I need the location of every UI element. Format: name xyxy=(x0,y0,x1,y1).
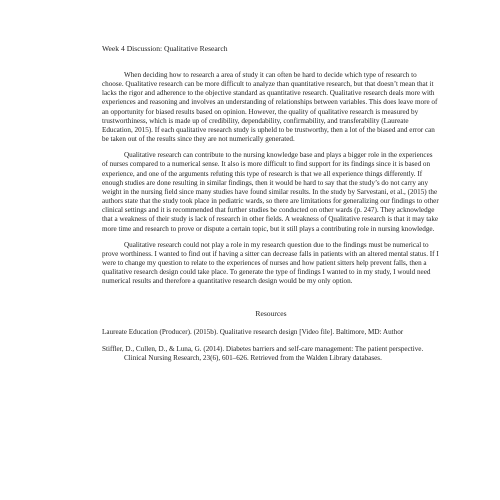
document-title: Week 4 Discussion: Qualitative Research xyxy=(102,44,228,53)
paragraph-1: When deciding how to research a area of study it can often be hard to decide which type of research to choose. Qualitative research can be more difficult to analyze than quantitative research, but that doesn’t mean that it lacks the rigor and adherence to the objective standard as quantitative research. Qualitative research deals more with experiences and reasoning and involves an understanding of relationships between variables. This does leave more of an opportunity for biased results based on opinion. However, the quality of qualitative research is measured by trustworthiness, which is made up of credibility, dependability, confirmability, and transferability (Laureate Education, 2015). If each qualitative research study is upheld to be trustworthy, then a lot of the biased and error can be taken out of the results since they are not numerically generated. xyxy=(102,71,438,144)
resources-heading: Resources xyxy=(255,309,287,319)
paragraph-3: Qualitative research could not play a role in my research question due to the findings must be numerical to prove worthiness. I wanted to find out if having a sitter can decrease falls in patients with an altered mental status. If I were to change my question to relate to the experiences of nurses and how patient sitters help prevent falls, then a qualitative research design could take place. To generate the type of findings I wanted to in my study, I would need numerical results and therefore a quantitative research design would be my only option. xyxy=(102,240,439,286)
paragraph-2: Qualitative research can contribute to the nursing knowledge base and plays a bigger role in the experiences of nurses compared to a numerical sense. It also is more difficult to find support for its findings since it is based on experience, and one of the arguments refuting this type of research is that we all experience things differently. If enough studies are done resulting in similar findings, then it would be hard to say that the study’s do not carry any weight in the nursing field since many studies have found similar results. In the study by Sarvestani, et al., (2015) the authors state that the study took place in pediatric wards, so there are limitations for generalizing our findings to other clinical settings and it is recommended that further studies be conducted on other wards (p. 247). They acknowledge that a weakness of their study is lack of research in other fields. A weakness of Qualitative research is that it may take more time and research to prove or dispute a certain topic, but it still plays a contributing role in nursing knowledge. xyxy=(102,151,439,233)
reference-1: Laureate Education (Producer). (2015b). Qualitative research design [Video file]. Baltimore, MD: Author xyxy=(102,328,404,337)
reference-2: Stiffler, D., Cullen, D., & Luna, G. (2014). Diabetes barriers and self-care management: The patient perspective. Clinical Nursing Research, 23(6), 601–626. Retrieved from the Walden Library databases. xyxy=(102,344,424,362)
